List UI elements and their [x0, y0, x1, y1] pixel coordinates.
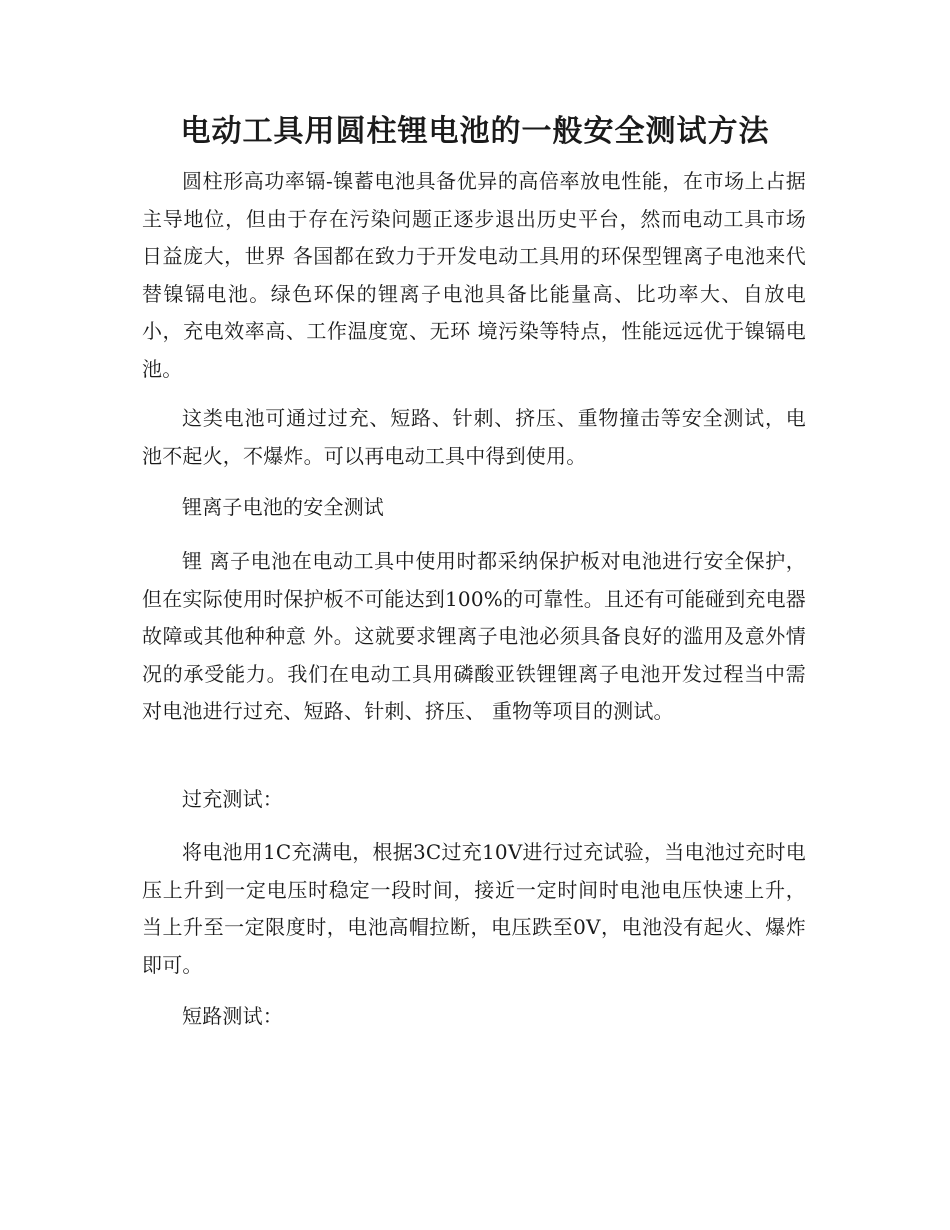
- section-heading-short-circuit: 短路测试：: [182, 1004, 283, 1028]
- document-title: 电动工具用圆柱锂电池的一般安全测试方法: [180, 114, 770, 149]
- section-heading-overcharge: 过充测试：: [182, 787, 283, 811]
- section-heading-safety-test: 锂离子电池的安全测试: [182, 495, 384, 519]
- safety-test-paragraph: 锂 离子电池在电动工具中使用时都采纳保护板对电池进行安全保护，但在实际使用时保护板不可能达到100%的可靠性。且还有可能碰到充电器故障或其他种种意 外。这就要求锂离子电池必须具备良好的滥用及意外情况的承受能力。我们在电动工具用磷酸亚铁锂锂离子电池开发过程当中需对电池进行过充、短路、针刺、挤压、 重物等项目的测试。: [142, 549, 806, 723]
- capability-paragraph: 这类电池可通过过充、短路、针刺、挤压、重物撞击等安全测试，电池不起火，不爆炸。可以再电动工具中得到使用。: [142, 406, 806, 468]
- intro-paragraph: 圆柱形高功率镉-镍蓄电池具备优异的高倍率放电性能，在市场上占据主导地位，但由于存在污染问题正逐步退出历史平台，然而电动工具市场日益庞大，世界 各国都在致力于开发电动工具用的环保型锂离子电池来代替镍镉电池。绿色环保的锂离子电池具备比能量高、比功率大、自放电小，充电效率高、工作温度宽、无环 境污染等特点，性能远远优于镍镉电池。: [142, 169, 806, 381]
- overcharge-paragraph: 将电池用1C充满电，根据3C过充10V进行过充试验，当电池过充时电压上升到一定电压时稳定一段时间，接近一定时间时电池电压快速上升，当上升至一定限度时，电池高帽拉断，电压跌至0V，电池没有起火、爆炸即可。: [142, 840, 806, 977]
